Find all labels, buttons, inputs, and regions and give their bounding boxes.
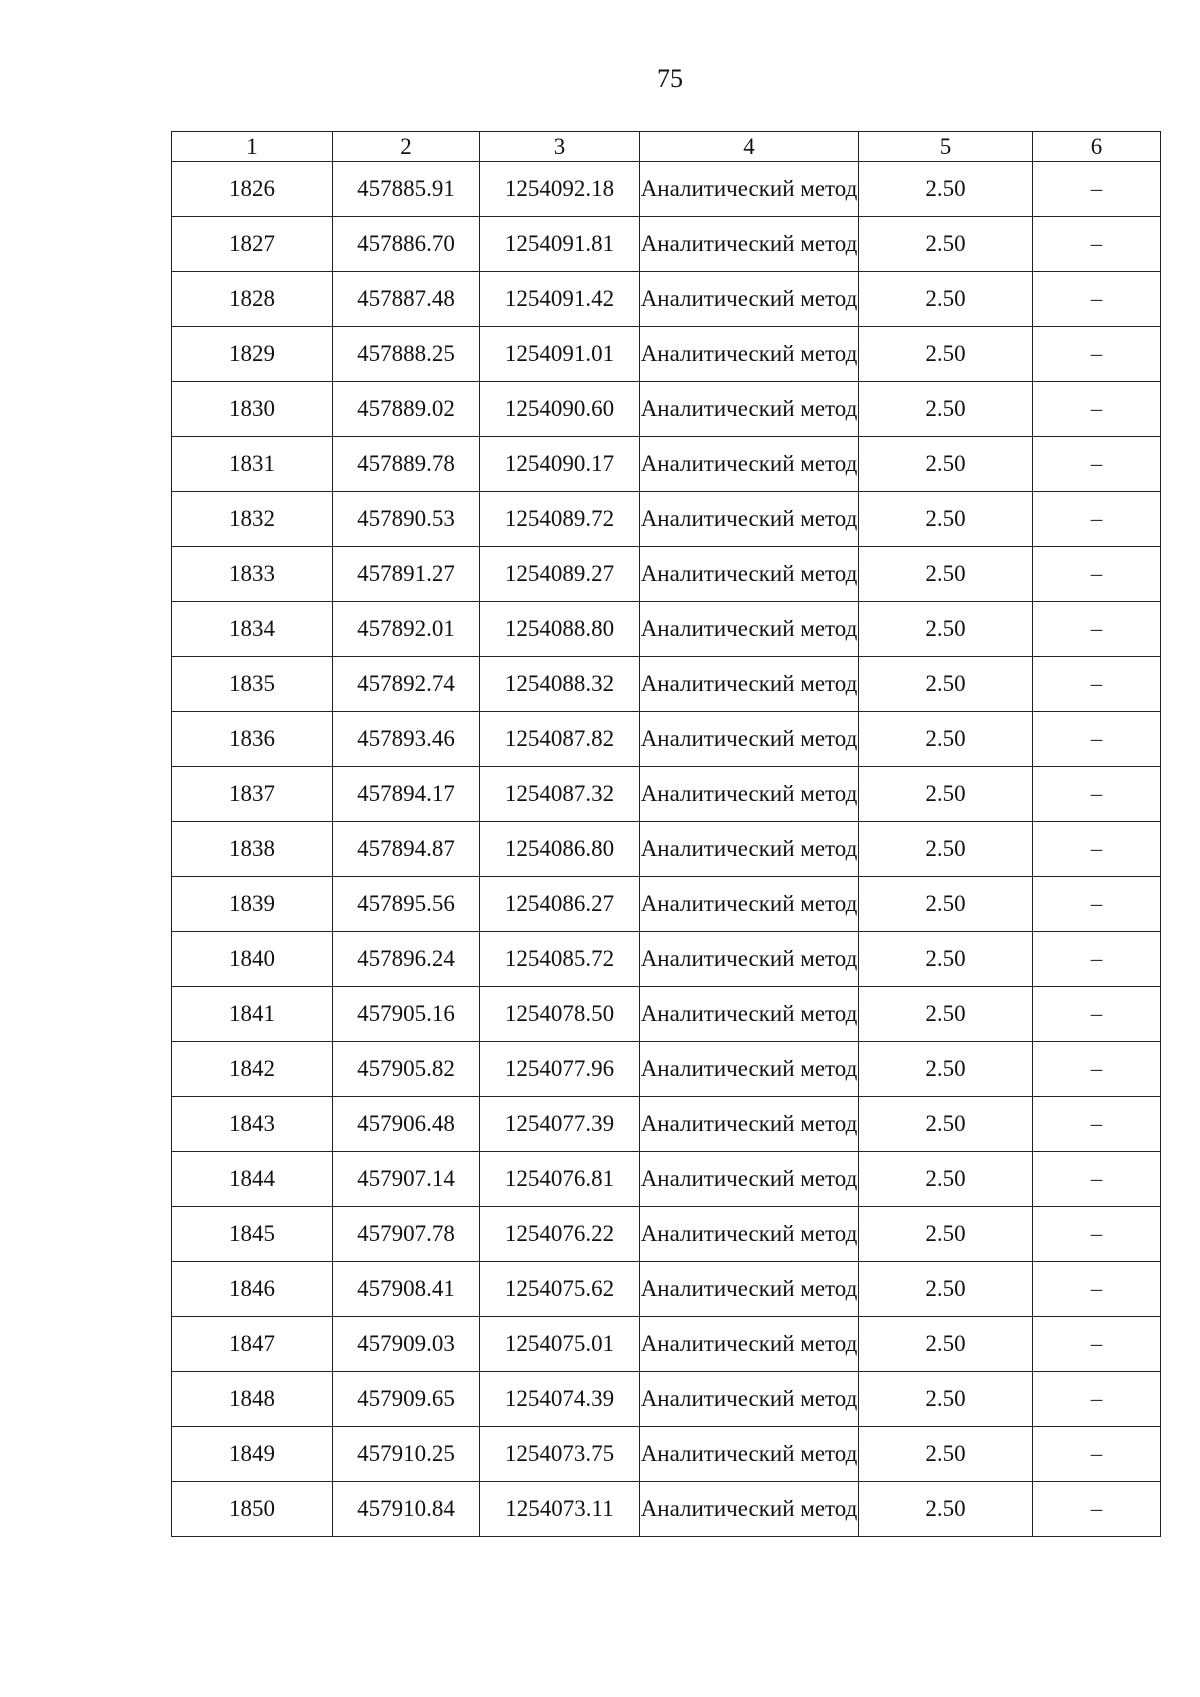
method-cell: Аналитический метод	[640, 272, 859, 327]
x-coordinate-cell: 457889.02	[333, 382, 480, 437]
table-row	[172, 272, 1161, 327]
table-row	[172, 987, 1161, 1042]
y-coordinate-cell: 1254075.01	[480, 1317, 640, 1372]
accuracy-cell: 2.50	[859, 382, 1033, 437]
table-row	[172, 217, 1161, 272]
accuracy-cell: 2.50	[859, 1207, 1033, 1262]
note-cell: –	[1033, 657, 1161, 712]
note-cell: –	[1033, 1317, 1161, 1372]
note-cell: –	[1033, 492, 1161, 547]
table-body	[172, 162, 1161, 1537]
table-row	[172, 767, 1161, 822]
y-coordinate-cell: 1254076.81	[480, 1152, 640, 1207]
accuracy-cell: 2.50	[859, 657, 1033, 712]
y-coordinate-cell: 1254088.32	[480, 657, 640, 712]
table-row	[172, 602, 1161, 657]
table-row	[172, 382, 1161, 437]
x-coordinate-cell: 457887.48	[333, 272, 480, 327]
accuracy-cell: 2.50	[859, 1262, 1033, 1317]
method-cell: Аналитический метод	[640, 382, 859, 437]
note-cell: –	[1033, 877, 1161, 932]
x-coordinate-cell: 457894.87	[333, 822, 480, 877]
y-coordinate-cell: 1254090.17	[480, 437, 640, 492]
method-cell: Аналитический метод	[640, 492, 859, 547]
table-row	[172, 1317, 1161, 1372]
accuracy-cell: 2.50	[859, 327, 1033, 382]
y-coordinate-cell: 1254085.72	[480, 932, 640, 987]
y-coordinate-cell: 1254090.60	[480, 382, 640, 437]
method-cell: Аналитический метод	[640, 1262, 859, 1317]
x-coordinate-cell: 457905.16	[333, 987, 480, 1042]
note-cell: –	[1033, 602, 1161, 657]
accuracy-cell: 2.50	[859, 1372, 1033, 1427]
x-coordinate-cell: 457907.14	[333, 1152, 480, 1207]
accuracy-cell: 2.50	[859, 1097, 1033, 1152]
x-coordinate-cell: 457892.74	[333, 657, 480, 712]
column-header-6: 6	[1033, 132, 1161, 162]
point-number-cell: 1833	[172, 547, 333, 602]
table-row	[172, 877, 1161, 932]
y-coordinate-cell: 1254091.01	[480, 327, 640, 382]
x-coordinate-cell: 457889.78	[333, 437, 480, 492]
point-number-cell: 1840	[172, 932, 333, 987]
note-cell: –	[1033, 1482, 1161, 1537]
y-coordinate-cell: 1254091.42	[480, 272, 640, 327]
table-row	[172, 712, 1161, 767]
y-coordinate-cell: 1254087.32	[480, 767, 640, 822]
note-cell: –	[1033, 767, 1161, 822]
note-cell: –	[1033, 217, 1161, 272]
y-coordinate-cell: 1254091.81	[480, 217, 640, 272]
note-cell: –	[1033, 1042, 1161, 1097]
accuracy-cell: 2.50	[859, 492, 1033, 547]
accuracy-cell: 2.50	[859, 602, 1033, 657]
table-row	[172, 1097, 1161, 1152]
x-coordinate-cell: 457895.56	[333, 877, 480, 932]
x-coordinate-cell: 457885.91	[333, 162, 480, 217]
table-row	[172, 1482, 1161, 1537]
accuracy-cell: 2.50	[859, 217, 1033, 272]
point-number-cell: 1829	[172, 327, 333, 382]
note-cell: –	[1033, 162, 1161, 217]
point-number-cell: 1831	[172, 437, 333, 492]
note-cell: –	[1033, 1372, 1161, 1427]
x-coordinate-cell: 457909.03	[333, 1317, 480, 1372]
point-number-cell: 1836	[172, 712, 333, 767]
x-coordinate-cell: 457907.78	[333, 1207, 480, 1262]
x-coordinate-cell: 457910.25	[333, 1427, 480, 1482]
note-cell: –	[1033, 382, 1161, 437]
method-cell: Аналитический метод	[640, 822, 859, 877]
page-number: 75	[657, 64, 683, 93]
method-cell: Аналитический метод	[640, 932, 859, 987]
y-coordinate-cell: 1254086.80	[480, 822, 640, 877]
method-cell: Аналитический метод	[640, 1427, 859, 1482]
table-row	[172, 1042, 1161, 1097]
table-row	[172, 1152, 1161, 1207]
y-coordinate-cell: 1254077.96	[480, 1042, 640, 1097]
method-cell: Аналитический метод	[640, 1482, 859, 1537]
method-cell: Аналитический метод	[640, 547, 859, 602]
note-cell: –	[1033, 327, 1161, 382]
method-cell: Аналитический метод	[640, 1042, 859, 1097]
method-cell: Аналитический метод	[640, 162, 859, 217]
point-number-cell: 1849	[172, 1427, 333, 1482]
table-row	[172, 327, 1161, 382]
method-cell: Аналитический метод	[640, 657, 859, 712]
accuracy-cell: 2.50	[859, 767, 1033, 822]
point-number-cell: 1837	[172, 767, 333, 822]
note-cell: –	[1033, 1152, 1161, 1207]
point-number-cell: 1846	[172, 1262, 333, 1317]
point-number-cell: 1847	[172, 1317, 333, 1372]
y-coordinate-cell: 1254089.27	[480, 547, 640, 602]
x-coordinate-cell: 457905.82	[333, 1042, 480, 1097]
method-cell: Аналитический метод	[640, 327, 859, 382]
table-row	[172, 547, 1161, 602]
note-cell: –	[1033, 932, 1161, 987]
accuracy-cell: 2.50	[859, 1152, 1033, 1207]
table-row	[172, 1372, 1161, 1427]
y-coordinate-cell: 1254074.39	[480, 1372, 640, 1427]
accuracy-cell: 2.50	[859, 1042, 1033, 1097]
note-cell: –	[1033, 547, 1161, 602]
note-cell: –	[1033, 1207, 1161, 1262]
note-cell: –	[1033, 1427, 1161, 1482]
x-coordinate-cell: 457908.41	[333, 1262, 480, 1317]
column-header-2: 2	[333, 132, 480, 162]
accuracy-cell: 2.50	[859, 932, 1033, 987]
table-row	[172, 932, 1161, 987]
table-row	[172, 492, 1161, 547]
accuracy-cell: 2.50	[859, 987, 1033, 1042]
point-number-cell: 1839	[172, 877, 333, 932]
x-coordinate-cell: 457890.53	[333, 492, 480, 547]
y-coordinate-cell: 1254075.62	[480, 1262, 640, 1317]
accuracy-cell: 2.50	[859, 437, 1033, 492]
table-row	[172, 162, 1161, 217]
method-cell: Аналитический метод	[640, 877, 859, 932]
method-cell: Аналитический метод	[640, 1207, 859, 1262]
point-number-cell: 1848	[172, 1372, 333, 1427]
table-row	[172, 437, 1161, 492]
method-cell: Аналитический метод	[640, 217, 859, 272]
note-cell: –	[1033, 437, 1161, 492]
point-number-cell: 1827	[172, 217, 333, 272]
x-coordinate-cell: 457893.46	[333, 712, 480, 767]
x-coordinate-cell: 457909.65	[333, 1372, 480, 1427]
y-coordinate-cell: 1254078.50	[480, 987, 640, 1042]
accuracy-cell: 2.50	[859, 1427, 1033, 1482]
column-header-5: 5	[859, 132, 1033, 162]
method-cell: Аналитический метод	[640, 1152, 859, 1207]
point-number-cell: 1828	[172, 272, 333, 327]
y-coordinate-cell: 1254086.27	[480, 877, 640, 932]
method-cell: Аналитический метод	[640, 767, 859, 822]
point-number-cell: 1832	[172, 492, 333, 547]
note-cell: –	[1033, 1262, 1161, 1317]
column-header-3: 3	[480, 132, 640, 162]
table-row	[172, 1207, 1161, 1262]
accuracy-cell: 2.50	[859, 822, 1033, 877]
table-row	[172, 657, 1161, 712]
point-number-cell: 1844	[172, 1152, 333, 1207]
note-cell: –	[1033, 987, 1161, 1042]
x-coordinate-cell: 457888.25	[333, 327, 480, 382]
accuracy-cell: 2.50	[859, 1317, 1033, 1372]
method-cell: Аналитический метод	[640, 1317, 859, 1372]
table-header-row	[172, 132, 1161, 162]
point-number-cell: 1843	[172, 1097, 333, 1152]
x-coordinate-cell: 457894.17	[333, 767, 480, 822]
x-coordinate-cell: 457891.27	[333, 547, 480, 602]
table-row	[172, 822, 1161, 877]
note-cell: –	[1033, 712, 1161, 767]
accuracy-cell: 2.50	[859, 547, 1033, 602]
note-cell: –	[1033, 272, 1161, 327]
coordinates-table	[171, 131, 1161, 1537]
y-coordinate-cell: 1254087.82	[480, 712, 640, 767]
method-cell: Аналитический метод	[640, 987, 859, 1042]
point-number-cell: 1826	[172, 162, 333, 217]
note-cell: –	[1033, 822, 1161, 877]
y-coordinate-cell: 1254073.75	[480, 1427, 640, 1482]
table-row	[172, 1262, 1161, 1317]
y-coordinate-cell: 1254076.22	[480, 1207, 640, 1262]
method-cell: Аналитический метод	[640, 437, 859, 492]
note-cell: –	[1033, 1097, 1161, 1152]
accuracy-cell: 2.50	[859, 162, 1033, 217]
column-header-4: 4	[640, 132, 859, 162]
x-coordinate-cell: 457892.01	[333, 602, 480, 657]
method-cell: Аналитический метод	[640, 1097, 859, 1152]
x-coordinate-cell: 457886.70	[333, 217, 480, 272]
y-coordinate-cell: 1254088.80	[480, 602, 640, 657]
y-coordinate-cell: 1254089.72	[480, 492, 640, 547]
point-number-cell: 1834	[172, 602, 333, 657]
method-cell: Аналитический метод	[640, 712, 859, 767]
method-cell: Аналитический метод	[640, 602, 859, 657]
point-number-cell: 1838	[172, 822, 333, 877]
method-cell: Аналитический метод	[640, 1372, 859, 1427]
y-coordinate-cell: 1254073.11	[480, 1482, 640, 1537]
point-number-cell: 1830	[172, 382, 333, 437]
y-coordinate-cell: 1254092.18	[480, 162, 640, 217]
point-number-cell: 1845	[172, 1207, 333, 1262]
point-number-cell: 1841	[172, 987, 333, 1042]
y-coordinate-cell: 1254077.39	[480, 1097, 640, 1152]
point-number-cell: 1835	[172, 657, 333, 712]
x-coordinate-cell: 457910.84	[333, 1482, 480, 1537]
accuracy-cell: 2.50	[859, 1482, 1033, 1537]
table-row	[172, 1427, 1161, 1482]
column-header-1: 1	[172, 132, 333, 162]
accuracy-cell: 2.50	[859, 712, 1033, 767]
accuracy-cell: 2.50	[859, 877, 1033, 932]
x-coordinate-cell: 457906.48	[333, 1097, 480, 1152]
accuracy-cell: 2.50	[859, 272, 1033, 327]
point-number-cell: 1842	[172, 1042, 333, 1097]
point-number-cell: 1850	[172, 1482, 333, 1537]
x-coordinate-cell: 457896.24	[333, 932, 480, 987]
